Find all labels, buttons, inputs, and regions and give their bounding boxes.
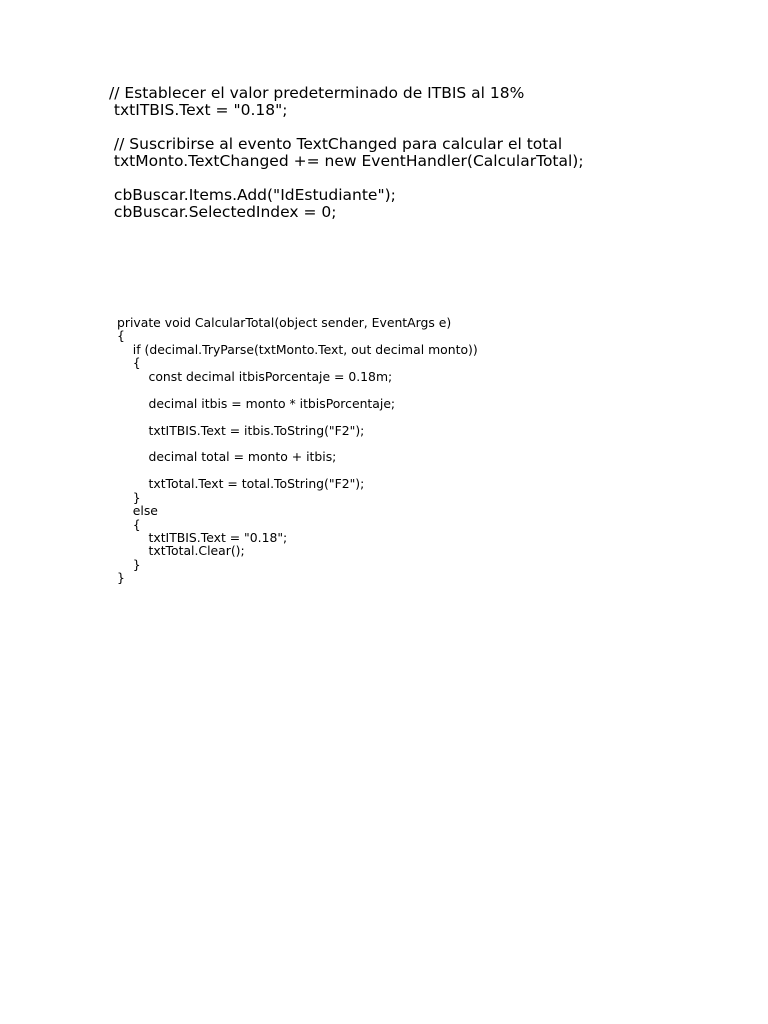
code-line: // Establecer el valor predeterminado de ITBIS al 18% [109,84,525,102]
code-line: { [117,328,125,344]
code-line: cbBuscar.Items.Add("IdEstudiante"); [109,186,396,204]
code-line: decimal itbis = monto * itbisPorcentaje; [117,395,396,411]
code-line: txtMonto.TextChanged += new EventHandler(CalcularTotal); [109,152,584,170]
code-line: const decimal itbisPorcentaje = 0.18m; [117,368,393,384]
blank-line [117,410,478,423]
code-snippet-calcular-total-method [117,316,478,585]
code-line: } [117,556,141,572]
blank-line [109,170,584,187]
code-line: } [117,489,141,505]
code-line: txtITBIS.Text = "0.18"; [117,530,288,545]
code-snippet-initialization [109,85,584,221]
code-line: txtITBIS.Text = itbis.ToString("F2"); [117,422,365,438]
blank-line [117,437,478,450]
code-line: { [117,355,141,371]
code-line: txtTotal.Text = total.ToString("F2"); [117,476,365,492]
blank-line [117,464,478,477]
code-line: } [117,570,125,586]
code-line: cbBuscar.SelectedIndex = 0; [109,203,337,221]
code-line: // Suscribirse al evento TextChanged para calcular el total [109,135,563,153]
code-line: { [117,516,141,532]
code-line: txtITBIS.Text = "0.18"; [109,101,288,119]
code-line: private void CalcularTotal(object sender, EventArgs e) [117,315,452,330]
code-line: decimal total = monto + itbis; [117,449,337,465]
blank-line [117,383,478,396]
code-line: if (decimal.TryParse(txtMonto.Text, out decimal monto)) [117,341,478,357]
blank-line [109,119,584,136]
code-line: else [117,503,158,519]
code-line: txtTotal.Clear(); [117,543,245,559]
